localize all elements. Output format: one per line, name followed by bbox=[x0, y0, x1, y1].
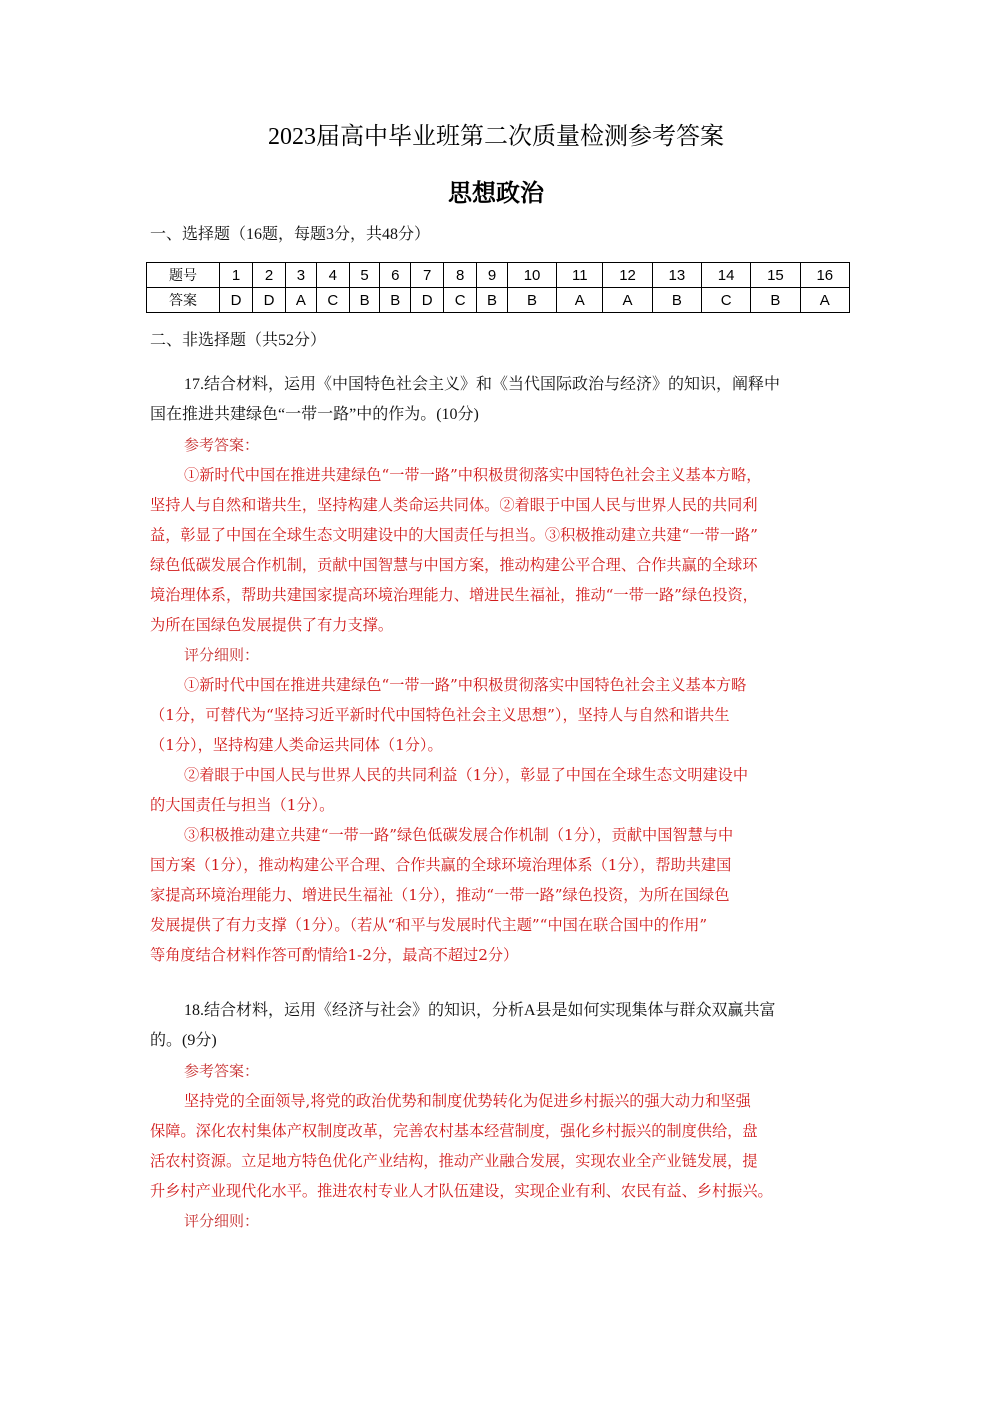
question-number: 14 bbox=[701, 263, 750, 288]
q18-rubric-label: 评分细则： bbox=[184, 1212, 260, 1230]
question-number: 2 bbox=[253, 263, 286, 288]
answer-cell: B bbox=[477, 288, 508, 313]
q17-reference-line: 绿色低碳发展合作机制，贡献中国智慧与中国方案，推动构建公平合理、合作共赢的全球环 bbox=[150, 556, 758, 574]
question-number: 1 bbox=[220, 263, 253, 288]
q17-rubric-line: ②着眼于中国人民与世界人民的共同利益（1分），彰显了中国在全球生态文明建设中 bbox=[184, 766, 749, 784]
question-number: 10 bbox=[507, 263, 556, 288]
q18-reference-line: 保障。深化农村集体产权制度改革，完善农村基本经营制度，强化乡村振兴的制度供给，盘 bbox=[150, 1122, 758, 1140]
answer-cell: D bbox=[411, 288, 444, 313]
section1-heading: 一、选择题（16题，每题3分，共48分） bbox=[150, 226, 431, 243]
q17-reference-line: ①新时代中国在推进共建绿色“一带一路”中积极贯彻落实中国特色社会主义基本方略， bbox=[184, 466, 762, 484]
q17-prompt-line: 17.结合材料，运用《中国特色社会主义》和《当代国际政治与经济》的知识，阐释中 bbox=[184, 376, 781, 393]
q17-rubric-label: 评分细则： bbox=[184, 646, 260, 664]
answer-row bbox=[147, 288, 850, 313]
answer-cell: B bbox=[507, 288, 556, 313]
question-number: 12 bbox=[603, 263, 652, 288]
question-number-row bbox=[147, 263, 850, 288]
answer-cell: D bbox=[220, 288, 253, 313]
q18-reference-line: 坚持党的全面领导,将党的政治优势和制度优势转化为促进乡村振兴的强大动力和坚强 bbox=[184, 1092, 751, 1110]
subject-title: 思想政治 bbox=[448, 179, 544, 207]
question-number: 3 bbox=[286, 263, 317, 288]
q18-reference-line: 活农村资源。立足地方特色优化产业结构，推动产业融合发展，实现农业全产业链发展，提 bbox=[150, 1152, 758, 1170]
answer-cell: A bbox=[286, 288, 317, 313]
q18-prompt-line: 的。(9分) bbox=[150, 1032, 217, 1049]
q17-reference-label: 参考答案： bbox=[184, 436, 260, 454]
row-header-question: 题号 bbox=[147, 263, 220, 288]
question-number: 16 bbox=[800, 263, 849, 288]
answer-cell: B bbox=[380, 288, 411, 313]
answer-cell: A bbox=[800, 288, 849, 313]
question-number: 13 bbox=[652, 263, 701, 288]
answer-key-table bbox=[146, 262, 850, 313]
question-number: 8 bbox=[444, 263, 477, 288]
question-number: 6 bbox=[380, 263, 411, 288]
document-title: 2023届高中毕业班第二次质量检测参考答案 bbox=[268, 124, 724, 150]
q18-reference-label: 参考答案： bbox=[184, 1062, 260, 1080]
question-number: 5 bbox=[349, 263, 380, 288]
answer-cell: C bbox=[444, 288, 477, 313]
q17-reference-line: 益，彰显了中国在全球生态文明建设中的大国责任与担当。③积极推动建立共建“一带一路” bbox=[150, 526, 758, 544]
answer-cell: B bbox=[349, 288, 380, 313]
row-header-answer: 答案 bbox=[147, 288, 220, 313]
q18-prompt-line: 18.结合材料，运用《经济与社会》的知识，分析A县是如何实现集体与群众双赢共富 bbox=[184, 1002, 776, 1019]
q17-reference-line: 坚持人与自然和谐共生，坚持构建人类命运共同体。②着眼于中国人民与世界人民的共同利 bbox=[150, 496, 758, 514]
answer-cell: A bbox=[603, 288, 652, 313]
question-number: 4 bbox=[316, 263, 349, 288]
q17-rubric-line: 的大国责任与担当（1分）。 bbox=[150, 796, 335, 814]
answer-cell: C bbox=[316, 288, 349, 313]
answer-cell: A bbox=[557, 288, 603, 313]
q17-rubric-line: 家提高环境治理能力、增进民生福祉（1分），推动“一带一路”绿色投资，为所在国绿色 bbox=[150, 886, 730, 904]
q17-rubric-line: ③积极推动建立共建“一带一路”绿色低碳发展合作机制（1分），贡献中国智慧与中 bbox=[184, 826, 734, 844]
section2-heading: 二、非选择题（共52分） bbox=[150, 332, 327, 349]
question-number: 11 bbox=[557, 263, 603, 288]
q17-rubric-line: （1分），坚持构建人类命运共同体（1分）。 bbox=[150, 736, 443, 754]
question-number: 9 bbox=[477, 263, 508, 288]
answer-cell: B bbox=[751, 288, 800, 313]
answer-cell: C bbox=[701, 288, 750, 313]
q18-reference-line: 升乡村产业现代化水平。推进农村专业人才队伍建设，实现企业有利、农民有益、乡村振兴。 bbox=[150, 1182, 773, 1200]
q17-reference-line: 为所在国绿色发展提供了有力支撑。 bbox=[150, 616, 393, 634]
q17-rubric-line: 发展提供了有力支撑（1分）。（若从“和平与发展时代主题”“中国在联合国中的作用” bbox=[150, 916, 708, 934]
q17-rubric-line: 等角度结合材料作答可酌情给1-2分，最高不超过2分） bbox=[150, 946, 519, 964]
q17-rubric-line: 国方案（1分），推动构建公平合理、合作共赢的全球环境治理体系（1分），帮助共建国 bbox=[150, 856, 732, 874]
q17-prompt-line: 国在推进共建绿色“一带一路”中的作为。(10分) bbox=[150, 406, 479, 423]
answer-cell: B bbox=[652, 288, 701, 313]
question-number: 7 bbox=[411, 263, 444, 288]
answer-cell: D bbox=[253, 288, 286, 313]
question-number: 15 bbox=[751, 263, 800, 288]
q17-reference-line: 境治理体系，帮助共建国家提高环境治理能力、增进民生福祉，推动“一带一路”绿色投资， bbox=[150, 586, 758, 604]
q17-rubric-line: ①新时代中国在推进共建绿色“一带一路”中积极贯彻落实中国特色社会主义基本方略 bbox=[184, 676, 747, 694]
q17-rubric-line: （1分，可替代为“坚持习近平新时代中国特色社会主义思想”），坚持人与自然和谐共生 bbox=[150, 706, 730, 724]
